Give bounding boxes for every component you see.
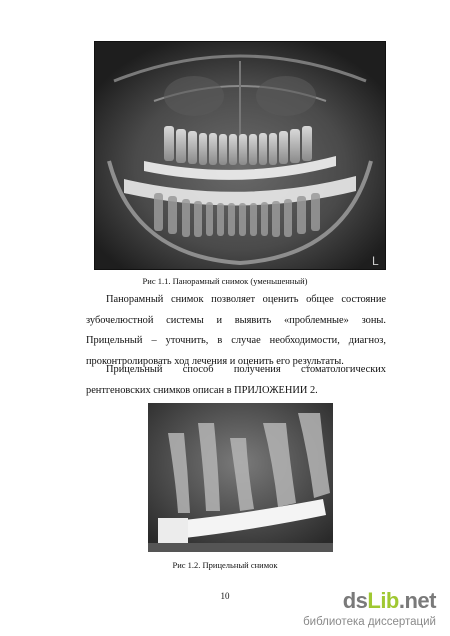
watermark-subtitle: библиотека диссертаций — [303, 616, 436, 628]
paragraph-2: Прицельный способ получения стоматологических рентгеновских снимков описан в ПРИЛОЖЕНИИ 2. — [86, 364, 386, 396]
page-number: 10 — [220, 591, 230, 601]
xray-corner-mark: L — [372, 254, 379, 268]
watermark — [260, 588, 440, 632]
intraoral-xray-image — [148, 403, 333, 552]
figure2-caption: Рис 1.2. Прицельный снимок — [172, 560, 278, 570]
paragraph-1: Панорамный снимок позволяет оценить общее состояние зубочелюстной системы и выявить «проблемные» зоны. Прицельный – уточнить, в случае необходимости, диагноз, проконтролировать ход лечения и оценить его результаты. — [86, 294, 386, 367]
panoramic-xray-image — [94, 41, 386, 270]
figure1-caption: Рис 1.1. Панорамный снимок (уменьшенный) — [142, 276, 308, 286]
watermark-logo[interactable]: dsLib.net — [342, 588, 436, 613]
